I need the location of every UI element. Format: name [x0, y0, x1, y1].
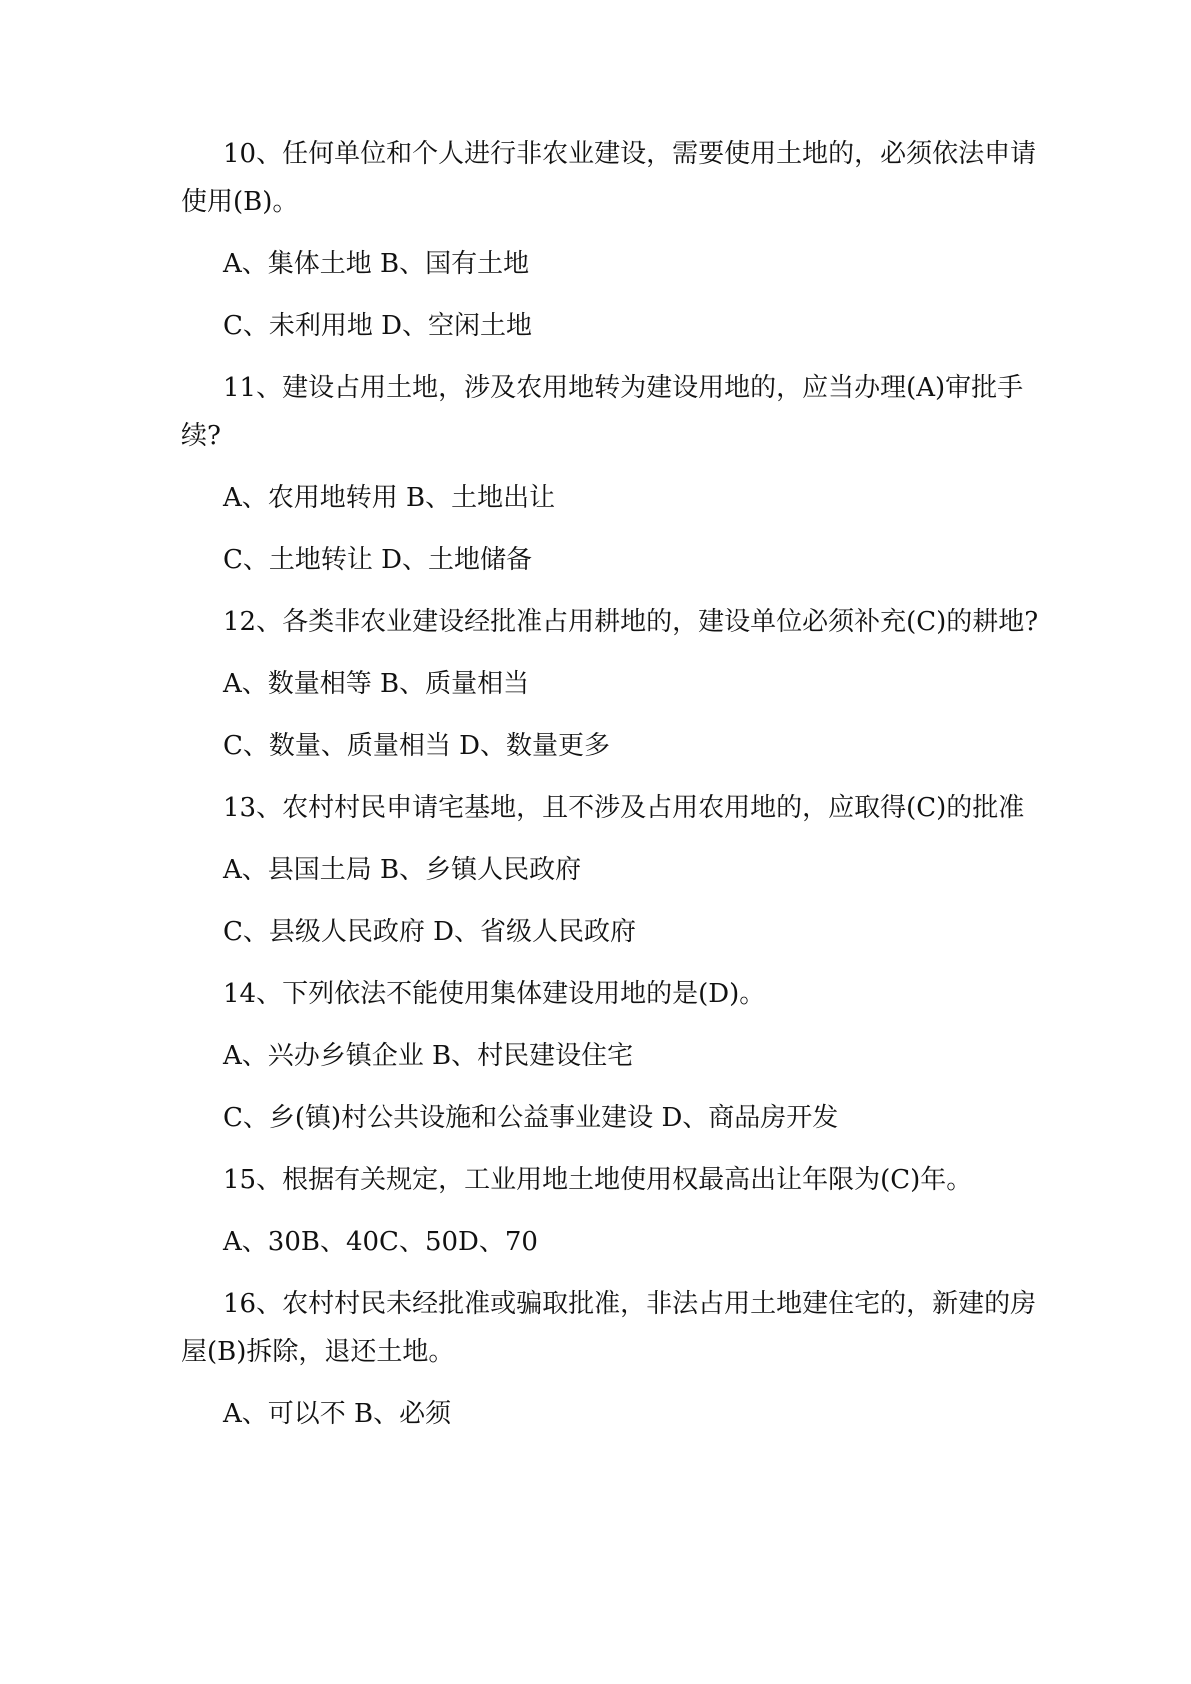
question-14-options-cd: C、乡(镇)村公共设施和公益事业建设 D、商品房开发: [223, 1103, 839, 1133]
question-12-options-cd: C、数量、质量相当 D、数量更多: [223, 731, 611, 761]
question-15-options: A、30B、40C、50D、70: [223, 1227, 538, 1257]
question-14: 14、下列依法不能使用集体建设用地的是(D)。: [223, 979, 766, 1009]
question-10-options-ab: A、集体土地 B、国有土地: [223, 249, 530, 279]
question-13-options-cd: C、县级人民政府 D、省级人民政府: [223, 917, 637, 947]
question-11-options-ab: A、农用地转用 B、土地出让: [223, 483, 556, 513]
question-15: 15、根据有关规定，工业用地土地使用权最高出让年限为(C)年。: [223, 1165, 973, 1195]
document-body: [181, 130, 1041, 1452]
question-16-options: A、可以不 B、必须: [223, 1399, 452, 1429]
question-16: 16、农村村民未经批准或骗取批准，非法占用土地建住宅的，新建的房屋(B)拆除，退还土地。: [181, 1289, 1037, 1367]
question-12: 12、各类非农业建设经批准占用耕地的，建设单位必须补充(C)的耕地?: [223, 607, 1039, 637]
question-13: 13、农村村民申请宅基地，且不涉及占用农用地的，应取得(C)的批准: [223, 793, 1025, 823]
question-14-options-ab: A、兴办乡镇企业 B、村民建设住宅: [223, 1041, 634, 1071]
question-10-options-cd: C、未利用地 D、空闲土地: [223, 311, 533, 341]
question-12-options-ab: A、数量相等 B、质量相当: [223, 669, 530, 699]
question-10: 10、任何单位和个人进行非农业建设，需要使用土地的，必须依法申请使用(B)。: [181, 139, 1037, 217]
question-11-options-cd: C、土地转让 D、土地储备: [223, 545, 533, 575]
question-13-options-ab: A、县国土局 B、乡镇人民政府: [223, 855, 582, 885]
question-11: 11、建设占用土地，涉及农用地转为建设用地的，应当办理(A)审批手续?: [181, 373, 1024, 451]
